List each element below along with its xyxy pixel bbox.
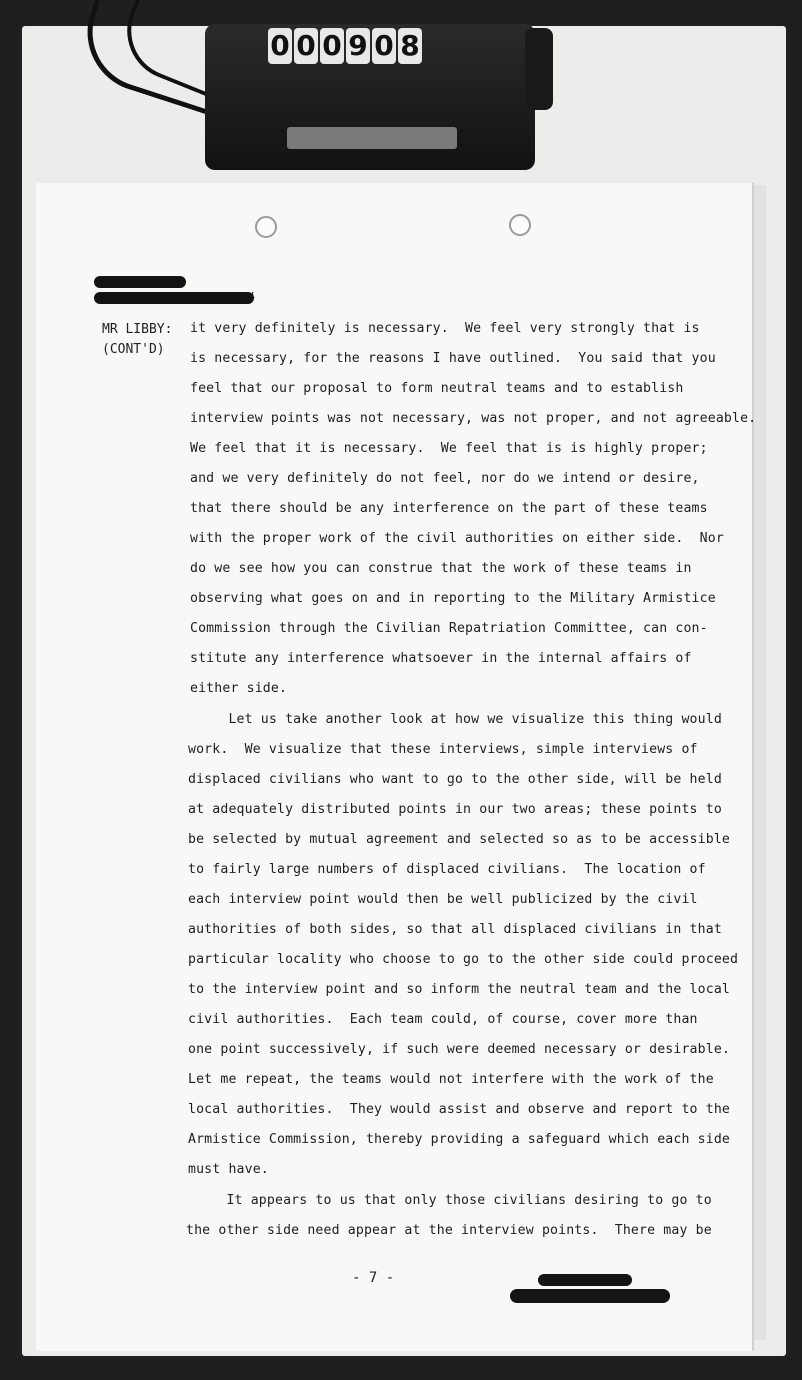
- text-line: observing what goes on and in reporting to the Military Armistice: [190, 591, 716, 606]
- frame-counter: [268, 28, 422, 64]
- text-line: that there should be any interference on the part of these teams: [190, 501, 708, 516]
- text-line: Let us take another look at how we visualize this thing would: [188, 712, 722, 727]
- text-line: stitute any interference whatsoever in the internal affairs of: [190, 651, 692, 666]
- speaker-cont: (CONT'D): [102, 342, 165, 357]
- text-line: work. We visualize that these interviews, simple interviews of: [188, 742, 698, 757]
- text-line: and we very definitely do not feel, nor do we intend or desire,: [190, 471, 700, 486]
- page-number: - 7 -: [352, 1270, 395, 1286]
- text-line: Commission through the Civilian Repatriation Committee, can con-: [190, 621, 708, 636]
- paper-edge: [752, 185, 766, 1340]
- counter-digit: 8: [398, 28, 422, 64]
- text-line: each interview point would then be well publicized by the civil: [188, 892, 698, 907]
- counter-knob: [525, 28, 553, 110]
- text-line: We feel that it is necessary. We feel that is is highly proper;: [190, 441, 708, 456]
- text-line: Let me repeat, the teams would not interfere with the work of the: [188, 1072, 714, 1087]
- redaction-bar: [510, 1289, 670, 1303]
- text-line: civil authorities. Each team could, of course, cover more than: [188, 1012, 698, 1027]
- text-line: authorities of both sides, so that all displaced civilians in that: [188, 922, 722, 937]
- text-line: it very definitely is necessary. We feel very strongly that is: [190, 321, 700, 336]
- counter-digit: 0: [372, 28, 396, 64]
- text-line: one point successively, if such were deemed necessary or desirable.: [188, 1042, 730, 1057]
- counter-plate: [287, 127, 457, 149]
- text-line: do we see how you can construe that the work of these teams in: [190, 561, 692, 576]
- punch-hole: [255, 216, 277, 238]
- counter-digit: 0: [268, 28, 292, 64]
- text-line: to the interview point and so inform the neutral team and the local: [188, 982, 730, 997]
- text-line: either side.: [190, 681, 288, 696]
- text-line: feel that our proposal to form neutral teams and to establish: [190, 381, 684, 396]
- text-line: particular locality who choose to go to the other side could proceed: [188, 952, 739, 967]
- counter-digit: 9: [346, 28, 370, 64]
- redaction-bar: [94, 292, 254, 304]
- text-line: with the proper work of the civil authorities on either side. Nor: [190, 531, 724, 546]
- text-line: displaced civilians who want to go to the other side, will be held: [188, 772, 722, 787]
- text-line: interview points was not necessary, was not proper, and not agreeable.: [190, 411, 757, 426]
- speaker-name: MR LIBBY:: [102, 322, 173, 337]
- text-line: be selected by mutual agreement and selected so as to be accessible: [188, 832, 730, 847]
- text-line: is necessary, for the reasons I have outlined. You said that you: [190, 351, 716, 366]
- text-line: Armistice Commission, thereby providing a safeguard which each side: [188, 1132, 730, 1147]
- counter-digit: 0: [294, 28, 318, 64]
- text-line: local authorities. They would assist and observe and report to the: [188, 1102, 730, 1117]
- redaction-bar: [538, 1274, 632, 1286]
- redaction-bar: [94, 276, 186, 288]
- text-line: to fairly large numbers of displaced civilians. The location of: [188, 862, 706, 877]
- text-line: It appears to us that only those civilians desiring to go to: [186, 1193, 712, 1208]
- text-line: must have.: [188, 1162, 269, 1177]
- speaker-label: [102, 320, 172, 360]
- punch-hole: [509, 214, 531, 236]
- counter-digit: 0: [320, 28, 344, 64]
- text-line: the other side need appear at the interview points. There may be: [186, 1223, 712, 1238]
- text-line: at adequately distributed points in our two areas; these points to: [188, 802, 722, 817]
